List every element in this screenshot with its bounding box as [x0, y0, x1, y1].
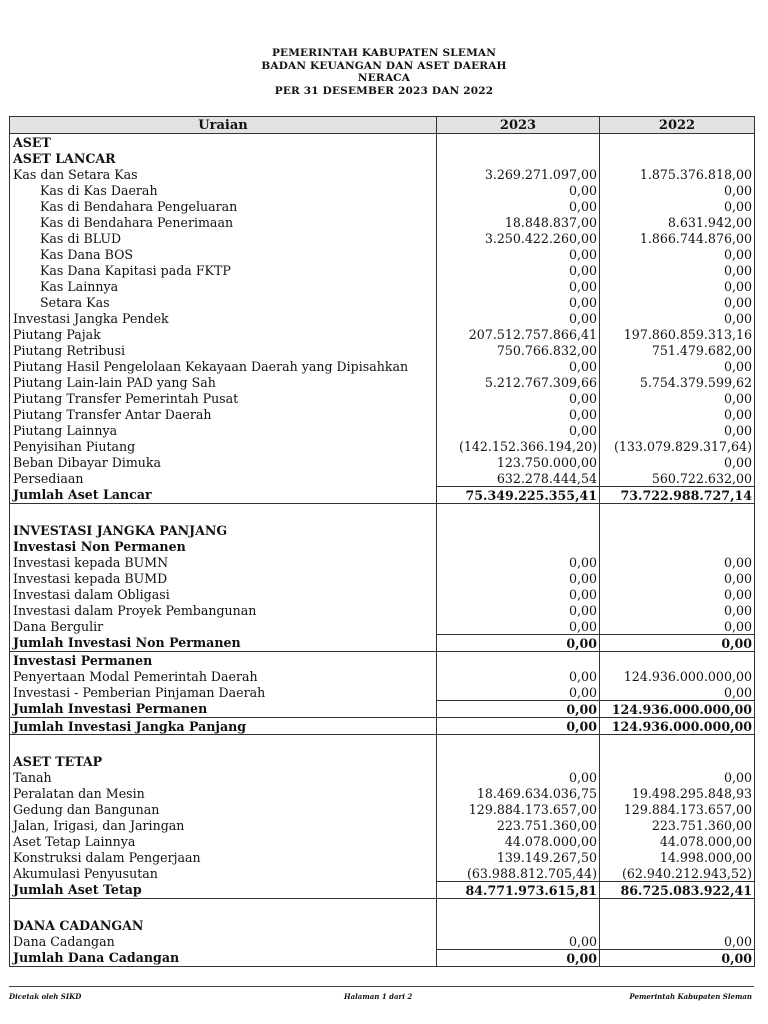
row-label: Akumulasi Penyusutan [10, 865, 437, 882]
row-label: Gedung dan Bangunan [10, 801, 437, 817]
row-value-2022: 0,00 [600, 950, 755, 967]
row-value-2023: 0,00 [437, 182, 600, 198]
row-label: Kas di Kas Daerah [10, 182, 437, 198]
row-value-2022 [600, 134, 755, 151]
table-row [10, 294, 755, 310]
table-row [10, 390, 755, 406]
row-value-2023: (63.988.812.705,44) [437, 865, 600, 882]
table-row [10, 899, 755, 918]
header-period: PER 31 DESEMBER 2023 DAN 2022 [274, 84, 494, 97]
row-value-2022: 1.866.744.876,00 [600, 230, 755, 246]
row-value-2023: 223.751.360,00 [437, 817, 600, 833]
row-value-2022: (133.079.829.317,64) [600, 438, 755, 454]
row-value-2022: 0,00 [600, 406, 755, 422]
row-value-2023: 44.078.000,00 [437, 833, 600, 849]
row-label: Investasi kepada BUMD [10, 570, 437, 586]
row-label: Penyertaan Modal Pemerintah Daerah [10, 668, 437, 684]
table-row [10, 538, 755, 554]
row-value-2022: 0,00 [600, 933, 755, 950]
footer-page-number: Halaman 1 dari 2 [344, 992, 413, 1001]
row-value-2023 [437, 150, 600, 166]
row-value-2023 [437, 917, 600, 933]
row-label [10, 504, 437, 523]
table-row [10, 882, 755, 899]
row-value-2023: 0,00 [437, 602, 600, 618]
row-value-2023: 5.212.767.309,66 [437, 374, 600, 390]
table-row [10, 865, 755, 882]
row-value-2023 [437, 504, 600, 523]
row-value-2023: 18.469.634.036,75 [437, 785, 600, 801]
row-value-2023: 0,00 [437, 684, 600, 701]
row-value-2023: 3.250.422.260,00 [437, 230, 600, 246]
row-value-2023: 0,00 [437, 570, 600, 586]
table-row [10, 470, 755, 487]
table-row [10, 150, 755, 166]
row-value-2023: 0,00 [437, 668, 600, 684]
row-value-2023 [437, 735, 600, 754]
row-value-2022: 0,00 [600, 310, 755, 326]
row-value-2022: 0,00 [600, 262, 755, 278]
table-row [10, 570, 755, 586]
row-value-2023: 0,00 [437, 310, 600, 326]
table-row [10, 342, 755, 358]
row-value-2022: 0,00 [600, 278, 755, 294]
table-row [10, 933, 755, 950]
row-label: Jumlah Investasi Permanen [10, 701, 437, 718]
row-value-2022: 73.722.988.727,14 [600, 487, 755, 504]
row-value-2022: 5.754.379.599,62 [600, 374, 755, 390]
table-row [10, 950, 755, 967]
table-row [10, 602, 755, 618]
table-row [10, 278, 755, 294]
table-row [10, 182, 755, 198]
row-label [10, 735, 437, 754]
table-row [10, 326, 755, 342]
table-row [10, 134, 755, 151]
row-value-2022: 223.751.360,00 [600, 817, 755, 833]
row-value-2022: (62.940.212.943,52) [600, 865, 755, 882]
row-value-2023: 0,00 [437, 554, 600, 570]
row-label: Kas Lainnya [10, 278, 437, 294]
row-value-2022 [600, 899, 755, 918]
row-value-2023 [437, 134, 600, 151]
table-row [10, 246, 755, 262]
row-value-2023: 0,00 [437, 950, 600, 967]
footer-divider [9, 986, 754, 987]
row-value-2023: 0,00 [437, 262, 600, 278]
row-label: Kas di BLUD [10, 230, 437, 246]
row-value-2023: 750.766.832,00 [437, 342, 600, 358]
table-row [10, 522, 755, 538]
row-label: Piutang Lain-lain PAD yang Sah [10, 374, 437, 390]
row-label: Investasi - Pemberian Pinjaman Daerah [10, 684, 437, 701]
table-row [10, 817, 755, 833]
row-label: Jumlah Aset Tetap [10, 882, 437, 899]
row-label: Kas di Bendahara Pengeluaran [10, 198, 437, 214]
row-label: Jumlah Aset Lancar [10, 487, 437, 504]
row-value-2022: 0,00 [600, 390, 755, 406]
row-value-2023: 207.512.757.866,41 [437, 326, 600, 342]
row-value-2023: 0,00 [437, 586, 600, 602]
row-label: Piutang Retribusi [10, 342, 437, 358]
table-row [10, 684, 755, 701]
row-value-2022: 124.936.000.000,00 [600, 701, 755, 718]
row-label: ASET TETAP [10, 753, 437, 769]
table-row [10, 917, 755, 933]
header-report-title: NERACA [357, 72, 411, 84]
row-value-2023: 0,00 [437, 198, 600, 214]
row-label: DANA CADANGAN [10, 917, 437, 933]
row-value-2023: 0,00 [437, 246, 600, 262]
row-value-2023: (142.152.366.194,20) [437, 438, 600, 454]
table-row [10, 652, 755, 669]
row-label: Penyisihan Piutang [10, 438, 437, 454]
row-value-2023: 3.269.271.097,00 [437, 166, 600, 182]
row-value-2022: 0,00 [600, 684, 755, 701]
row-label: Piutang Transfer Antar Daerah [10, 406, 437, 422]
table-row [10, 668, 755, 684]
row-label: Persediaan [10, 470, 437, 487]
row-label: Dana Cadangan [10, 933, 437, 950]
row-label: Setara Kas [10, 294, 437, 310]
row-label: Investasi Jangka Pendek [10, 310, 437, 326]
table-row [10, 374, 755, 390]
row-value-2022 [600, 753, 755, 769]
row-value-2022: 44.078.000,00 [600, 833, 755, 849]
row-value-2023: 129.884.173.657,00 [437, 801, 600, 817]
table-row [10, 785, 755, 801]
row-value-2022: 129.884.173.657,00 [600, 801, 755, 817]
row-value-2022: 0,00 [600, 769, 755, 785]
table-row [10, 214, 755, 230]
row-value-2023 [437, 522, 600, 538]
row-value-2023: 123.750.000,00 [437, 454, 600, 470]
row-value-2022 [600, 917, 755, 933]
table-row [10, 230, 755, 246]
table-row [10, 769, 755, 785]
row-value-2023: 0,00 [437, 422, 600, 438]
table-row [10, 504, 755, 523]
row-value-2022: 124.936.000.000,00 [600, 718, 755, 735]
column-header-uraian: Uraian [10, 117, 437, 134]
table-row [10, 358, 755, 374]
row-value-2022 [600, 735, 755, 754]
row-label: ASET LANCAR [10, 150, 437, 166]
footer-institution: Pemerintah Kabupaten Sleman [629, 992, 752, 1001]
row-label: Peralatan dan Mesin [10, 785, 437, 801]
row-value-2022 [600, 150, 755, 166]
row-value-2023 [437, 652, 600, 669]
row-label: Piutang Transfer Pemerintah Pusat [10, 390, 437, 406]
table-row [10, 735, 755, 754]
row-value-2022 [600, 504, 755, 523]
row-value-2023: 18.848.837,00 [437, 214, 600, 230]
table-row [10, 262, 755, 278]
row-value-2022: 751.479.682,00 [600, 342, 755, 358]
row-label: Kas Dana BOS [10, 246, 437, 262]
row-value-2022 [600, 652, 755, 669]
row-value-2023: 0,00 [437, 294, 600, 310]
table-row [10, 849, 755, 865]
row-value-2022: 0,00 [600, 294, 755, 310]
row-value-2022: 197.860.859.313,16 [600, 326, 755, 342]
row-label: Konstruksi dalam Pengerjaan [10, 849, 437, 865]
row-value-2023: 0,00 [437, 701, 600, 718]
row-label: INVESTASI JANGKA PANJANG [10, 522, 437, 538]
row-value-2022: 0,00 [600, 246, 755, 262]
table-row [10, 487, 755, 504]
table-row [10, 586, 755, 602]
footer-printed-by: Dicetak oleh SIKD [9, 992, 82, 1001]
report-header [0, 47, 768, 97]
table-row [10, 438, 755, 454]
row-label: Investasi Non Permanen [10, 538, 437, 554]
row-label: Jalan, Irigasi, dan Jaringan [10, 817, 437, 833]
table-row [10, 801, 755, 817]
row-value-2023: 0,00 [437, 718, 600, 735]
table-row [10, 454, 755, 470]
row-value-2023: 0,00 [437, 933, 600, 950]
row-label: Jumlah Investasi Jangka Panjang [10, 718, 437, 735]
row-value-2023: 0,00 [437, 390, 600, 406]
row-label: Beban Dibayar Dimuka [10, 454, 437, 470]
row-value-2023: 0,00 [437, 406, 600, 422]
column-header-2022: 2022 [600, 117, 755, 134]
row-value-2023: 75.349.225.355,41 [437, 487, 600, 504]
row-value-2023: 0,00 [437, 769, 600, 785]
row-value-2022: 0,00 [600, 635, 755, 652]
row-value-2023 [437, 753, 600, 769]
table-body [10, 134, 755, 967]
row-label: Jumlah Dana Cadangan [10, 950, 437, 967]
header-government: PEMERINTAH KABUPATEN SLEMAN [271, 47, 497, 59]
row-label: Investasi dalam Proyek Pembangunan [10, 602, 437, 618]
table-row [10, 198, 755, 214]
row-label: Investasi kepada BUMN [10, 554, 437, 570]
row-label: Piutang Lainnya [10, 422, 437, 438]
row-label: Kas dan Setara Kas [10, 166, 437, 182]
row-value-2023: 0,00 [437, 618, 600, 635]
table-header-row [10, 117, 755, 134]
row-label: Investasi dalam Obligasi [10, 586, 437, 602]
table-row [10, 422, 755, 438]
table-row [10, 618, 755, 635]
row-label: Piutang Pajak [10, 326, 437, 342]
row-value-2022: 19.498.295.848,93 [600, 785, 755, 801]
row-value-2022: 0,00 [600, 358, 755, 374]
row-value-2022: 124.936.000.000,00 [600, 668, 755, 684]
balance-sheet-table [9, 116, 755, 967]
row-value-2023: 0,00 [437, 278, 600, 294]
table-row [10, 406, 755, 422]
row-label: Tanah [10, 769, 437, 785]
row-value-2022: 0,00 [600, 422, 755, 438]
row-label: Kas Dana Kapitasi pada FKTP [10, 262, 437, 278]
row-label: Jumlah Investasi Non Permanen [10, 635, 437, 652]
header-agency: BADAN KEUANGAN DAN ASET DAERAH [261, 59, 507, 72]
row-value-2023: 0,00 [437, 358, 600, 374]
row-value-2022: 0,00 [600, 198, 755, 214]
table-row [10, 554, 755, 570]
row-value-2022 [600, 522, 755, 538]
table-row [10, 166, 755, 182]
row-value-2023: 0,00 [437, 635, 600, 652]
row-label [10, 899, 437, 918]
table-row [10, 718, 755, 735]
row-value-2023: 632.278.444,54 [437, 470, 600, 487]
row-label: Piutang Hasil Pengelolaan Kekayaan Daerah yang Dipisahkan [10, 358, 437, 374]
row-value-2022: 14.998.000,00 [600, 849, 755, 865]
row-value-2022: 86.725.083.922,41 [600, 882, 755, 899]
row-value-2023: 84.771.973.615,81 [437, 882, 600, 899]
row-label: Aset Tetap Lainnya [10, 833, 437, 849]
table-row [10, 310, 755, 326]
row-label: Dana Bergulir [10, 618, 437, 635]
table-row [10, 635, 755, 652]
row-value-2022: 560.722.632,00 [600, 470, 755, 487]
table-row [10, 753, 755, 769]
row-value-2022: 0,00 [600, 182, 755, 198]
row-value-2022: 0,00 [600, 570, 755, 586]
row-value-2023: 139.149.267,50 [437, 849, 600, 865]
table-row [10, 701, 755, 718]
table-row [10, 833, 755, 849]
column-header-2023: 2023 [437, 117, 600, 134]
row-value-2022: 1.875.376.818,00 [600, 166, 755, 182]
row-value-2022: 8.631.942,00 [600, 214, 755, 230]
row-value-2022: 0,00 [600, 554, 755, 570]
row-value-2023 [437, 899, 600, 918]
row-label: ASET [10, 134, 437, 151]
row-value-2023 [437, 538, 600, 554]
row-label: Investasi Permanen [10, 652, 437, 669]
row-value-2022: 0,00 [600, 454, 755, 470]
row-value-2022: 0,00 [600, 618, 755, 635]
row-label: Kas di Bendahara Penerimaan [10, 214, 437, 230]
row-value-2022: 0,00 [600, 602, 755, 618]
row-value-2022: 0,00 [600, 586, 755, 602]
row-value-2022 [600, 538, 755, 554]
